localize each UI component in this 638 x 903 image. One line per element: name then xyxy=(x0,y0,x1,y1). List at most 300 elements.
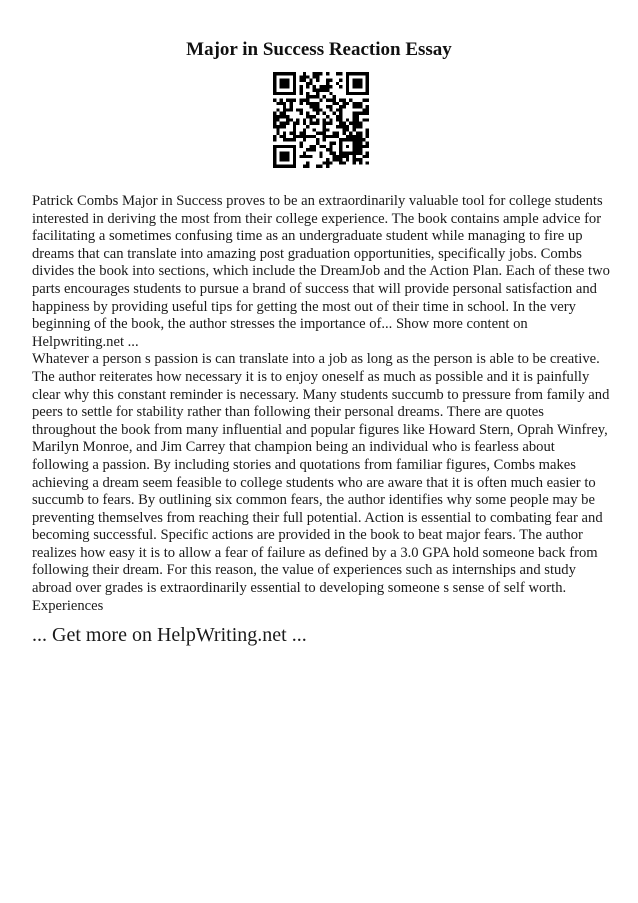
qr-module xyxy=(303,75,306,78)
qr-module xyxy=(356,105,359,108)
qr-module xyxy=(303,98,306,101)
qr-module xyxy=(283,72,286,75)
qr-module xyxy=(280,125,283,128)
qr-module xyxy=(359,142,362,145)
qr-module xyxy=(293,82,296,85)
qr-module xyxy=(356,82,359,85)
qr-module xyxy=(319,72,322,75)
qr-module xyxy=(313,115,316,118)
qr-module xyxy=(316,138,319,141)
qr-module xyxy=(286,118,289,121)
qr-module xyxy=(362,112,365,115)
qr-module xyxy=(293,132,296,135)
qr-module xyxy=(336,72,339,75)
qr-module xyxy=(356,158,359,161)
qr-module xyxy=(273,115,276,118)
qr-module xyxy=(352,158,355,161)
qr-module xyxy=(319,145,322,148)
qr-module xyxy=(339,155,342,158)
qr-module xyxy=(303,122,306,125)
qr-module xyxy=(286,108,289,111)
qr-module xyxy=(319,98,322,101)
qr-module xyxy=(349,132,352,135)
qr-module xyxy=(339,151,342,154)
qr-module xyxy=(303,155,306,158)
qr-module xyxy=(283,132,286,135)
qr-module xyxy=(333,98,336,101)
qr-module xyxy=(343,125,346,128)
qr-module xyxy=(343,132,346,135)
qr-module xyxy=(352,92,355,95)
qr-module xyxy=(306,135,309,138)
qr-module xyxy=(326,135,329,138)
qr-module xyxy=(346,128,349,131)
qr-module xyxy=(346,82,349,85)
qr-module xyxy=(323,138,326,141)
qr-module xyxy=(299,79,302,82)
qr-module xyxy=(366,142,369,145)
qr-module xyxy=(290,92,293,95)
qr-module xyxy=(326,72,329,75)
qr-module xyxy=(306,102,309,105)
qr-module xyxy=(273,82,276,85)
qr-module xyxy=(286,165,289,168)
qr-module xyxy=(303,165,306,168)
qr-module xyxy=(283,145,286,148)
qr-module xyxy=(329,151,332,154)
qr-module xyxy=(283,112,286,115)
qr-module xyxy=(316,122,319,125)
qr-module xyxy=(299,145,302,148)
qr-module xyxy=(316,105,319,108)
qr-module xyxy=(276,108,279,111)
qr-module xyxy=(343,161,346,164)
qr-module xyxy=(366,89,369,92)
qr-code-icon xyxy=(273,72,369,168)
qr-module xyxy=(366,108,369,111)
qr-module xyxy=(303,72,306,75)
qr-module xyxy=(346,102,349,105)
qr-module xyxy=(306,112,309,115)
qr-module xyxy=(306,85,309,88)
qr-module xyxy=(359,158,362,161)
qr-module xyxy=(286,85,289,88)
qr-module xyxy=(276,145,279,148)
qr-module xyxy=(286,79,289,82)
qr-module xyxy=(333,158,336,161)
qr-module xyxy=(273,98,276,101)
qr-module xyxy=(336,158,339,161)
qr-module xyxy=(273,72,276,75)
qr-module xyxy=(293,92,296,95)
qr-module xyxy=(306,82,309,85)
qr-module xyxy=(323,85,326,88)
qr-module xyxy=(352,145,355,148)
qr-module xyxy=(280,79,283,82)
qr-module xyxy=(299,142,302,145)
qr-module xyxy=(313,122,316,125)
qr-module xyxy=(359,138,362,141)
qr-module xyxy=(323,135,326,138)
qr-module xyxy=(283,158,286,161)
qr-module xyxy=(299,89,302,92)
qr-module xyxy=(306,155,309,158)
qr-module xyxy=(352,112,355,115)
qr-module xyxy=(303,135,306,138)
qr-module xyxy=(273,75,276,78)
qr-module xyxy=(333,132,336,135)
qr-module xyxy=(280,145,283,148)
qr-module xyxy=(329,148,332,151)
qr-module xyxy=(296,118,299,121)
qr-module xyxy=(309,118,312,121)
qr-module xyxy=(359,125,362,128)
qr-module xyxy=(276,102,279,105)
qr-module xyxy=(323,128,326,131)
qr-module xyxy=(326,128,329,131)
qr-module xyxy=(366,118,369,121)
qr-module xyxy=(296,122,299,125)
qr-module xyxy=(303,138,306,141)
qr-module xyxy=(319,165,322,168)
qr-module xyxy=(293,145,296,148)
qr-module xyxy=(359,82,362,85)
qr-module xyxy=(283,125,286,128)
qr-module xyxy=(326,89,329,92)
qr-module xyxy=(293,158,296,161)
qr-module xyxy=(280,115,283,118)
qr-module xyxy=(306,92,309,95)
qr-module xyxy=(299,135,302,138)
qr-module xyxy=(356,151,359,154)
qr-module xyxy=(352,115,355,118)
qr-module xyxy=(280,72,283,75)
qr-module xyxy=(283,92,286,95)
qr-module xyxy=(283,138,286,141)
qr-module xyxy=(339,112,342,115)
qr-module xyxy=(283,82,286,85)
qr-module xyxy=(276,165,279,168)
qr-module xyxy=(336,102,339,105)
qr-module xyxy=(283,79,286,82)
qr-module xyxy=(299,98,302,101)
qr-module xyxy=(280,158,283,161)
qr-module xyxy=(290,165,293,168)
qr-module xyxy=(290,72,293,75)
qr-module xyxy=(356,125,359,128)
qr-module xyxy=(323,122,326,125)
qr-module xyxy=(339,72,342,75)
qr-module xyxy=(306,98,309,101)
qr-module xyxy=(352,72,355,75)
qr-module xyxy=(349,72,352,75)
qr-module xyxy=(303,128,306,131)
qr-module xyxy=(356,115,359,118)
qr-module xyxy=(323,161,326,164)
qr-module xyxy=(319,85,322,88)
qr-module xyxy=(273,165,276,168)
qr-module xyxy=(309,122,312,125)
qr-module xyxy=(359,105,362,108)
qr-module xyxy=(326,148,329,151)
qr-module xyxy=(352,155,355,158)
qr-module xyxy=(352,105,355,108)
qr-module xyxy=(349,92,352,95)
qr-module xyxy=(283,108,286,111)
qr-module xyxy=(323,89,326,92)
qr-module xyxy=(336,115,339,118)
qr-module xyxy=(352,128,355,131)
qr-module xyxy=(326,165,329,168)
qr-module xyxy=(293,85,296,88)
qr-module xyxy=(339,118,342,121)
qr-module xyxy=(356,122,359,125)
qr-module xyxy=(329,85,332,88)
qr-module xyxy=(349,151,352,154)
qr-module xyxy=(326,105,329,108)
qr-module xyxy=(280,165,283,168)
qr-module xyxy=(283,105,286,108)
qr-module xyxy=(286,92,289,95)
qr-module xyxy=(356,102,359,105)
qr-module xyxy=(366,112,369,115)
qr-module xyxy=(349,122,352,125)
qr-module xyxy=(309,155,312,158)
qr-module xyxy=(316,95,319,98)
qr-module xyxy=(333,151,336,154)
qr-module xyxy=(283,115,286,118)
qr-module xyxy=(352,122,355,125)
qr-module xyxy=(356,145,359,148)
qr-module xyxy=(362,98,365,101)
qr-module xyxy=(359,122,362,125)
qr-module xyxy=(309,115,312,118)
qr-module xyxy=(283,135,286,138)
qr-module xyxy=(326,85,329,88)
qr-module xyxy=(326,82,329,85)
qr-module xyxy=(349,138,352,141)
qr-module xyxy=(346,155,349,158)
qr-module xyxy=(306,75,309,78)
document-title: Major in Success Reaction Essay xyxy=(186,39,452,60)
qr-module xyxy=(343,102,346,105)
qr-module xyxy=(359,148,362,151)
qr-module xyxy=(293,138,296,141)
qr-module xyxy=(356,112,359,115)
qr-module xyxy=(299,132,302,135)
qr-module xyxy=(339,158,342,161)
qr-module xyxy=(286,138,289,141)
qr-module xyxy=(366,145,369,148)
qr-module xyxy=(352,118,355,121)
qr-module xyxy=(323,95,326,98)
qr-module xyxy=(299,108,302,111)
qr-module xyxy=(333,155,336,158)
qr-module xyxy=(329,105,332,108)
qr-module xyxy=(313,75,316,78)
qr-module xyxy=(286,155,289,158)
qr-module xyxy=(336,118,339,121)
qr-module xyxy=(329,79,332,82)
qr-module xyxy=(316,165,319,168)
qr-module xyxy=(323,112,326,115)
qr-module xyxy=(326,115,329,118)
qr-module xyxy=(352,135,355,138)
qr-module xyxy=(339,142,342,145)
qr-module xyxy=(333,112,336,115)
qr-module xyxy=(366,82,369,85)
qr-module xyxy=(362,138,365,141)
qr-module xyxy=(366,155,369,158)
qr-module xyxy=(339,115,342,118)
qr-module xyxy=(329,92,332,95)
qr-module xyxy=(356,92,359,95)
qr-module xyxy=(290,138,293,141)
qr-module xyxy=(343,105,346,108)
qr-module xyxy=(362,108,365,111)
qr-module xyxy=(313,72,316,75)
qr-module xyxy=(280,102,283,105)
qr-module xyxy=(306,95,309,98)
qr-module xyxy=(286,115,289,118)
qr-module xyxy=(329,122,332,125)
qr-module xyxy=(366,105,369,108)
qr-module xyxy=(273,151,276,154)
qr-module xyxy=(290,105,293,108)
qr-module xyxy=(273,89,276,92)
qr-module xyxy=(293,98,296,101)
qr-module xyxy=(359,132,362,135)
qr-module xyxy=(356,135,359,138)
qr-module xyxy=(333,95,336,98)
qr-module xyxy=(290,102,293,105)
qr-module xyxy=(346,135,349,138)
qr-module xyxy=(309,135,312,138)
qr-module xyxy=(319,89,322,92)
qr-module xyxy=(362,72,365,75)
qr-module xyxy=(293,148,296,151)
qr-module xyxy=(349,98,352,101)
qr-module xyxy=(352,79,355,82)
qr-module xyxy=(280,135,283,138)
qr-module xyxy=(306,161,309,164)
qr-module xyxy=(313,102,316,105)
qr-module xyxy=(303,132,306,135)
qr-module xyxy=(356,118,359,121)
qr-module xyxy=(313,145,316,148)
qr-module xyxy=(359,72,362,75)
qr-module xyxy=(356,79,359,82)
qr-module xyxy=(293,79,296,82)
qr-module xyxy=(293,128,296,131)
qr-module xyxy=(286,151,289,154)
qr-module xyxy=(316,79,319,82)
qr-module xyxy=(359,145,362,148)
qr-module xyxy=(343,128,346,131)
qr-module xyxy=(273,138,276,141)
qr-module xyxy=(323,118,326,121)
qr-module xyxy=(273,145,276,148)
qr-module xyxy=(356,85,359,88)
qr-module xyxy=(366,151,369,154)
qr-module xyxy=(356,142,359,145)
qr-module xyxy=(319,108,322,111)
qr-module xyxy=(339,105,342,108)
qr-module xyxy=(339,79,342,82)
qr-module xyxy=(283,151,286,154)
qr-module xyxy=(346,85,349,88)
qr-module xyxy=(296,135,299,138)
qr-module xyxy=(352,138,355,141)
qr-module xyxy=(339,108,342,111)
qr-module xyxy=(336,155,339,158)
qr-module xyxy=(343,98,346,101)
essay-paragraph-2: Whatever a person s passion is can translate into a job as long as the person is able to be creative. The author reiterates how necessary it is to enjoy oneself as much as possible and it is painfully clear why this constant reminder is necessary. Many students succumb to pressure from family and peers to settle for stability rather than following their personal dreams. There are quotes throughout the book from many influential and popular figures like Howard Stern, Oprah Winfrey, Marilyn Monroe, and Jim Carrey that champion being an individual who is fearless about following a passion. By including stories and quotations from familiar figures, Combs makes achieving a dream seem feasible to college students who are aware that it is often much easier to succumb to fears. By outlining six common fears, the author identifies why some people may be preventing themselves from reaching their full potential. Action is essential to combating fear and becoming successful. Specific actions are provided in the book to beat major fears. The author realizes how easy it is to allow a fear of failure as defined by a 3.0 GPA hold someone back from following their dream. For this reason, the value of experiences such as internships and study abroad over grades is extraordinarily essential to developing someone s sense of self worth. Experiences xyxy=(32,351,610,614)
essay-paragraph-1: Patrick Combs Major in Success proves to be an extraordinarily valuable tool for college students interested in deriving the most from their college experience. The book contains ample advice for facilitating a sometimes confusing time as an undergraduate student while managing to fire up dreams that can translate into amazing post graduation opportunities, specifically jobs. Combs divides the book into sections, which include the DreamJob and the Action Plan. Each of these two parts encourages students to pursue a brand of success that will provide personal satisfaction and happiness by providing useful tips for getting the most out of their time in school. In the very beginning of the book, the author stresses the importance of... Show more content on Helpwriting.net ... xyxy=(32,193,610,350)
qr-module xyxy=(280,122,283,125)
qr-module xyxy=(309,82,312,85)
qr-module xyxy=(356,138,359,141)
qr-module xyxy=(362,145,365,148)
qr-module xyxy=(293,72,296,75)
qr-module xyxy=(359,102,362,105)
essay-body xyxy=(32,193,610,615)
qr-module xyxy=(299,92,302,95)
qr-module xyxy=(329,108,332,111)
get-more-link[interactable]: ... Get more on HelpWriting.net ... xyxy=(32,624,307,646)
qr-module xyxy=(299,85,302,88)
qr-module xyxy=(293,75,296,78)
qr-module xyxy=(316,132,319,135)
qr-module xyxy=(280,82,283,85)
qr-module xyxy=(362,118,365,121)
qr-module xyxy=(306,148,309,151)
qr-module xyxy=(359,161,362,164)
qr-module xyxy=(316,92,319,95)
qr-module xyxy=(313,95,316,98)
qr-module xyxy=(290,98,293,101)
qr-module xyxy=(280,85,283,88)
qr-module xyxy=(316,89,319,92)
qr-module xyxy=(329,142,332,145)
qr-module xyxy=(273,135,276,138)
qr-module xyxy=(356,72,359,75)
qr-module xyxy=(316,112,319,115)
qr-module xyxy=(283,85,286,88)
qr-module xyxy=(323,145,326,148)
qr-module xyxy=(273,155,276,158)
qr-module xyxy=(313,148,316,151)
qr-module xyxy=(366,79,369,82)
qr-module xyxy=(293,155,296,158)
qr-module xyxy=(293,89,296,92)
qr-module xyxy=(346,158,349,161)
qr-module xyxy=(339,125,342,128)
qr-module xyxy=(359,85,362,88)
qr-module xyxy=(366,72,369,75)
qr-module xyxy=(286,98,289,101)
qr-module xyxy=(273,92,276,95)
qr-module xyxy=(366,132,369,135)
qr-module xyxy=(313,128,316,131)
qr-module xyxy=(336,132,339,135)
qr-module xyxy=(290,145,293,148)
qr-module xyxy=(280,112,283,115)
qr-module xyxy=(329,145,332,148)
qr-module xyxy=(349,135,352,138)
qr-module xyxy=(346,79,349,82)
qr-module xyxy=(303,118,306,121)
